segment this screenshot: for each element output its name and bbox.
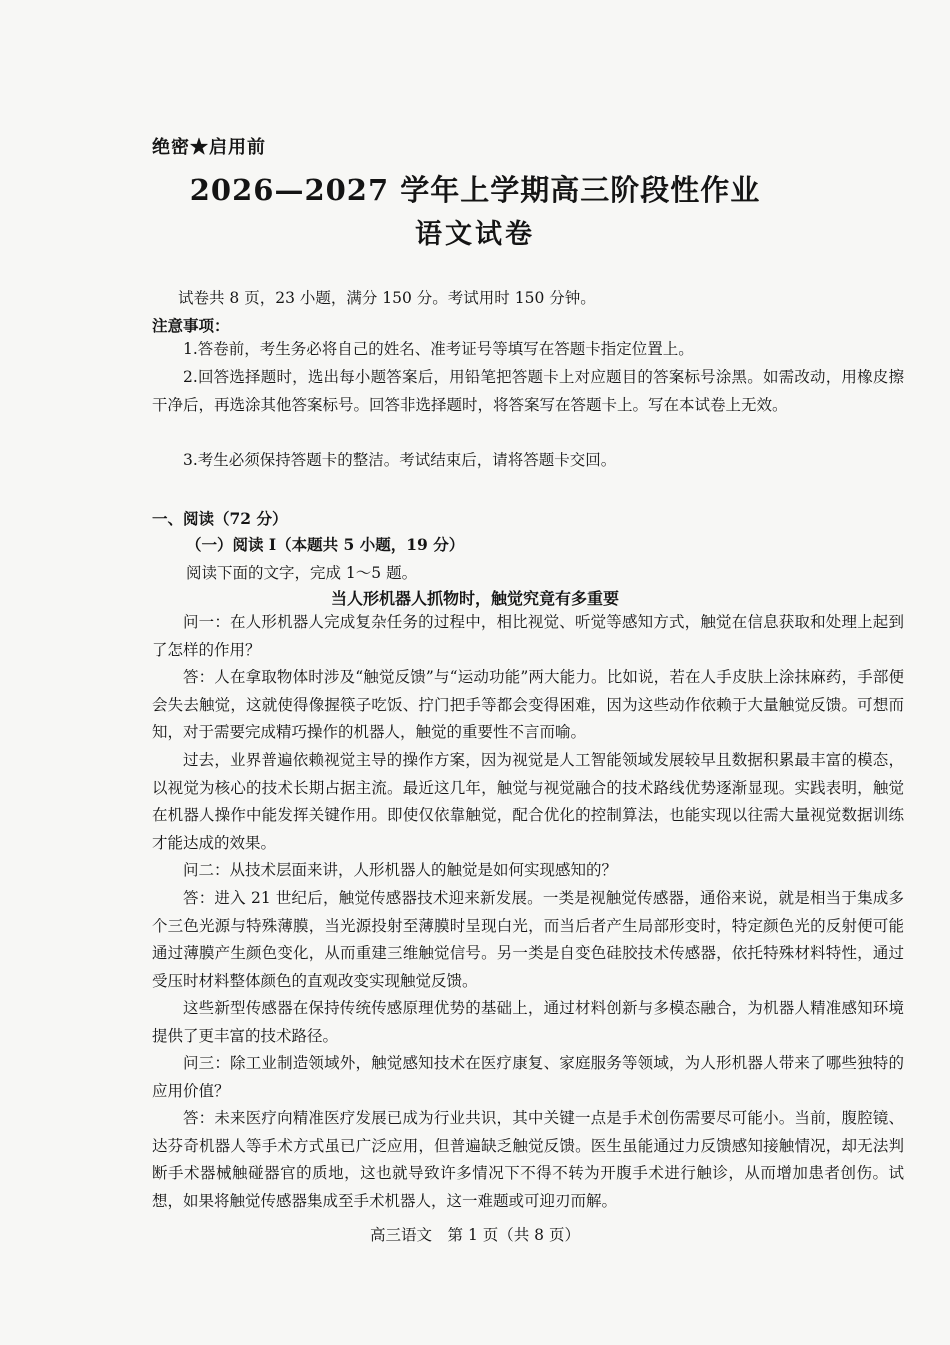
article-paragraph: 答：进入 21 世纪后，触觉传感器技术迎来新发展。一类是视触觉传感器，通俗来说，就是相当于集成多个三色光源与特殊薄膜，当光源投射至薄膜时呈现白光，而当后者产生局部形变时，特定颜色光的反射便可能通过薄膜产生颜色变化，从而重建三维触觉信号。另一类是自变色硅胶技术传感器，依托特殊材料特性，通过受压时材料整体颜色的直观改变实现触觉反馈。 — [152, 889, 904, 990]
notice-item: 2.回答选择题时，选出每小题答案后，用铅笔把答题卡上对应题目的答案标号涂黑。如需改动，用橡皮擦干净后，再选涂其他答案标号。回答非选择题时，将答案写在答题卡上。写在本试卷上无效。 — [152, 368, 904, 414]
article-paragraph: 问三：除工业制造领域外，触觉感知技术在医疗康复、家庭服务等领域，为人形机器人带来了哪些独特的应用价值？ — [152, 1054, 904, 1100]
exam-subtitle: 语文试卷 — [415, 219, 535, 250]
article-paragraph: 问一：在人形机器人完成复杂任务的过程中，相比视觉、听觉等感知方式，触觉在信息获取和处理上起到了怎样的作用？ — [152, 613, 904, 659]
article-paragraph: 过去，业界普遍依赖视觉主导的操作方案，因为视觉是人工智能领域发展较早且数据积累最丰富的模态，以视觉为核心的技术长期占据主流。最近这几年，触觉与视觉融合的技术路线优势逐渐显现。实践表明，触觉在机器人操作中能发挥关键作用。即使仅依靠触觉，配合优化的控制算法，也能实现以往需大量视觉数据训练才能达成的效果。 — [152, 751, 904, 852]
notice-item: 3.考生必须保持答题卡的整洁。考试结束后，请将答题卡交回。 — [183, 451, 617, 469]
confidential-mark: 绝密★启用前 — [152, 137, 266, 158]
subsection-heading: （一）阅读 Ⅰ（本题共 5 小题，19 分） — [186, 535, 465, 554]
exam-title: 2026—2027 学年上学期高三阶段性作业 — [189, 173, 761, 207]
article-paragraph: 问二：从技术层面来讲，人形机器人的触觉是如何实现感知的？ — [183, 861, 618, 879]
article-paragraph: 这些新型传感器在保持传统传感原理优势的基础上，通过材料创新与多模态融合，为机器人精准感知环境提供了更丰富的技术路径。 — [152, 999, 904, 1045]
section-heading: 一、阅读（72 分） — [152, 509, 288, 528]
notice-heading: 注意事项： — [152, 316, 230, 335]
notice-item: 1.答卷前，考生务必将自己的姓名、准考证号等填写在答题卡指定位置上。 — [183, 340, 694, 358]
reading-instruction: 阅读下面的文字，完成 1～5 题。 — [186, 564, 418, 582]
article-paragraph: 答：未来医疗向精准医疗发展已成为行业共识，其中关键一点是手术创伤需要尽可能小。当前，腹腔镜、达芬奇机器人等手术方式虽已广泛应用，但普遍缺乏触觉反馈。医生虽能通过力反馈感知接触情况，却无法判断手术器械触碰器官的质地，这也就导致许多情况下不得不转为开腹手术进行触诊，从而增加患者创伤。试想，如果将触觉传感器集成至手术机器人，这一难题或可迎刃而解。 — [152, 1109, 904, 1210]
article-title: 当人形机器人抓物时，触觉究竟有多重要 — [330, 589, 619, 608]
page-footer: 高三语文 第 1 页（共 8 页） — [370, 1226, 580, 1244]
exam-info: 试卷共 8 页，23 小题，满分 150 分。考试用时 150 分钟。 — [178, 289, 596, 307]
article-paragraph: 答：人在拿取物体时涉及“触觉反馈”与“运动功能”两大能力。比如说，若在人手皮肤上涂抹麻药，手部便会失去触觉，这就使得像握筷子吃饭、拧门把手等都会变得困难，因为这些动作依赖于大量触觉反馈。可想而知，对于需要完成精巧操作的机器人，触觉的重要性不言而喻。 — [152, 668, 904, 741]
